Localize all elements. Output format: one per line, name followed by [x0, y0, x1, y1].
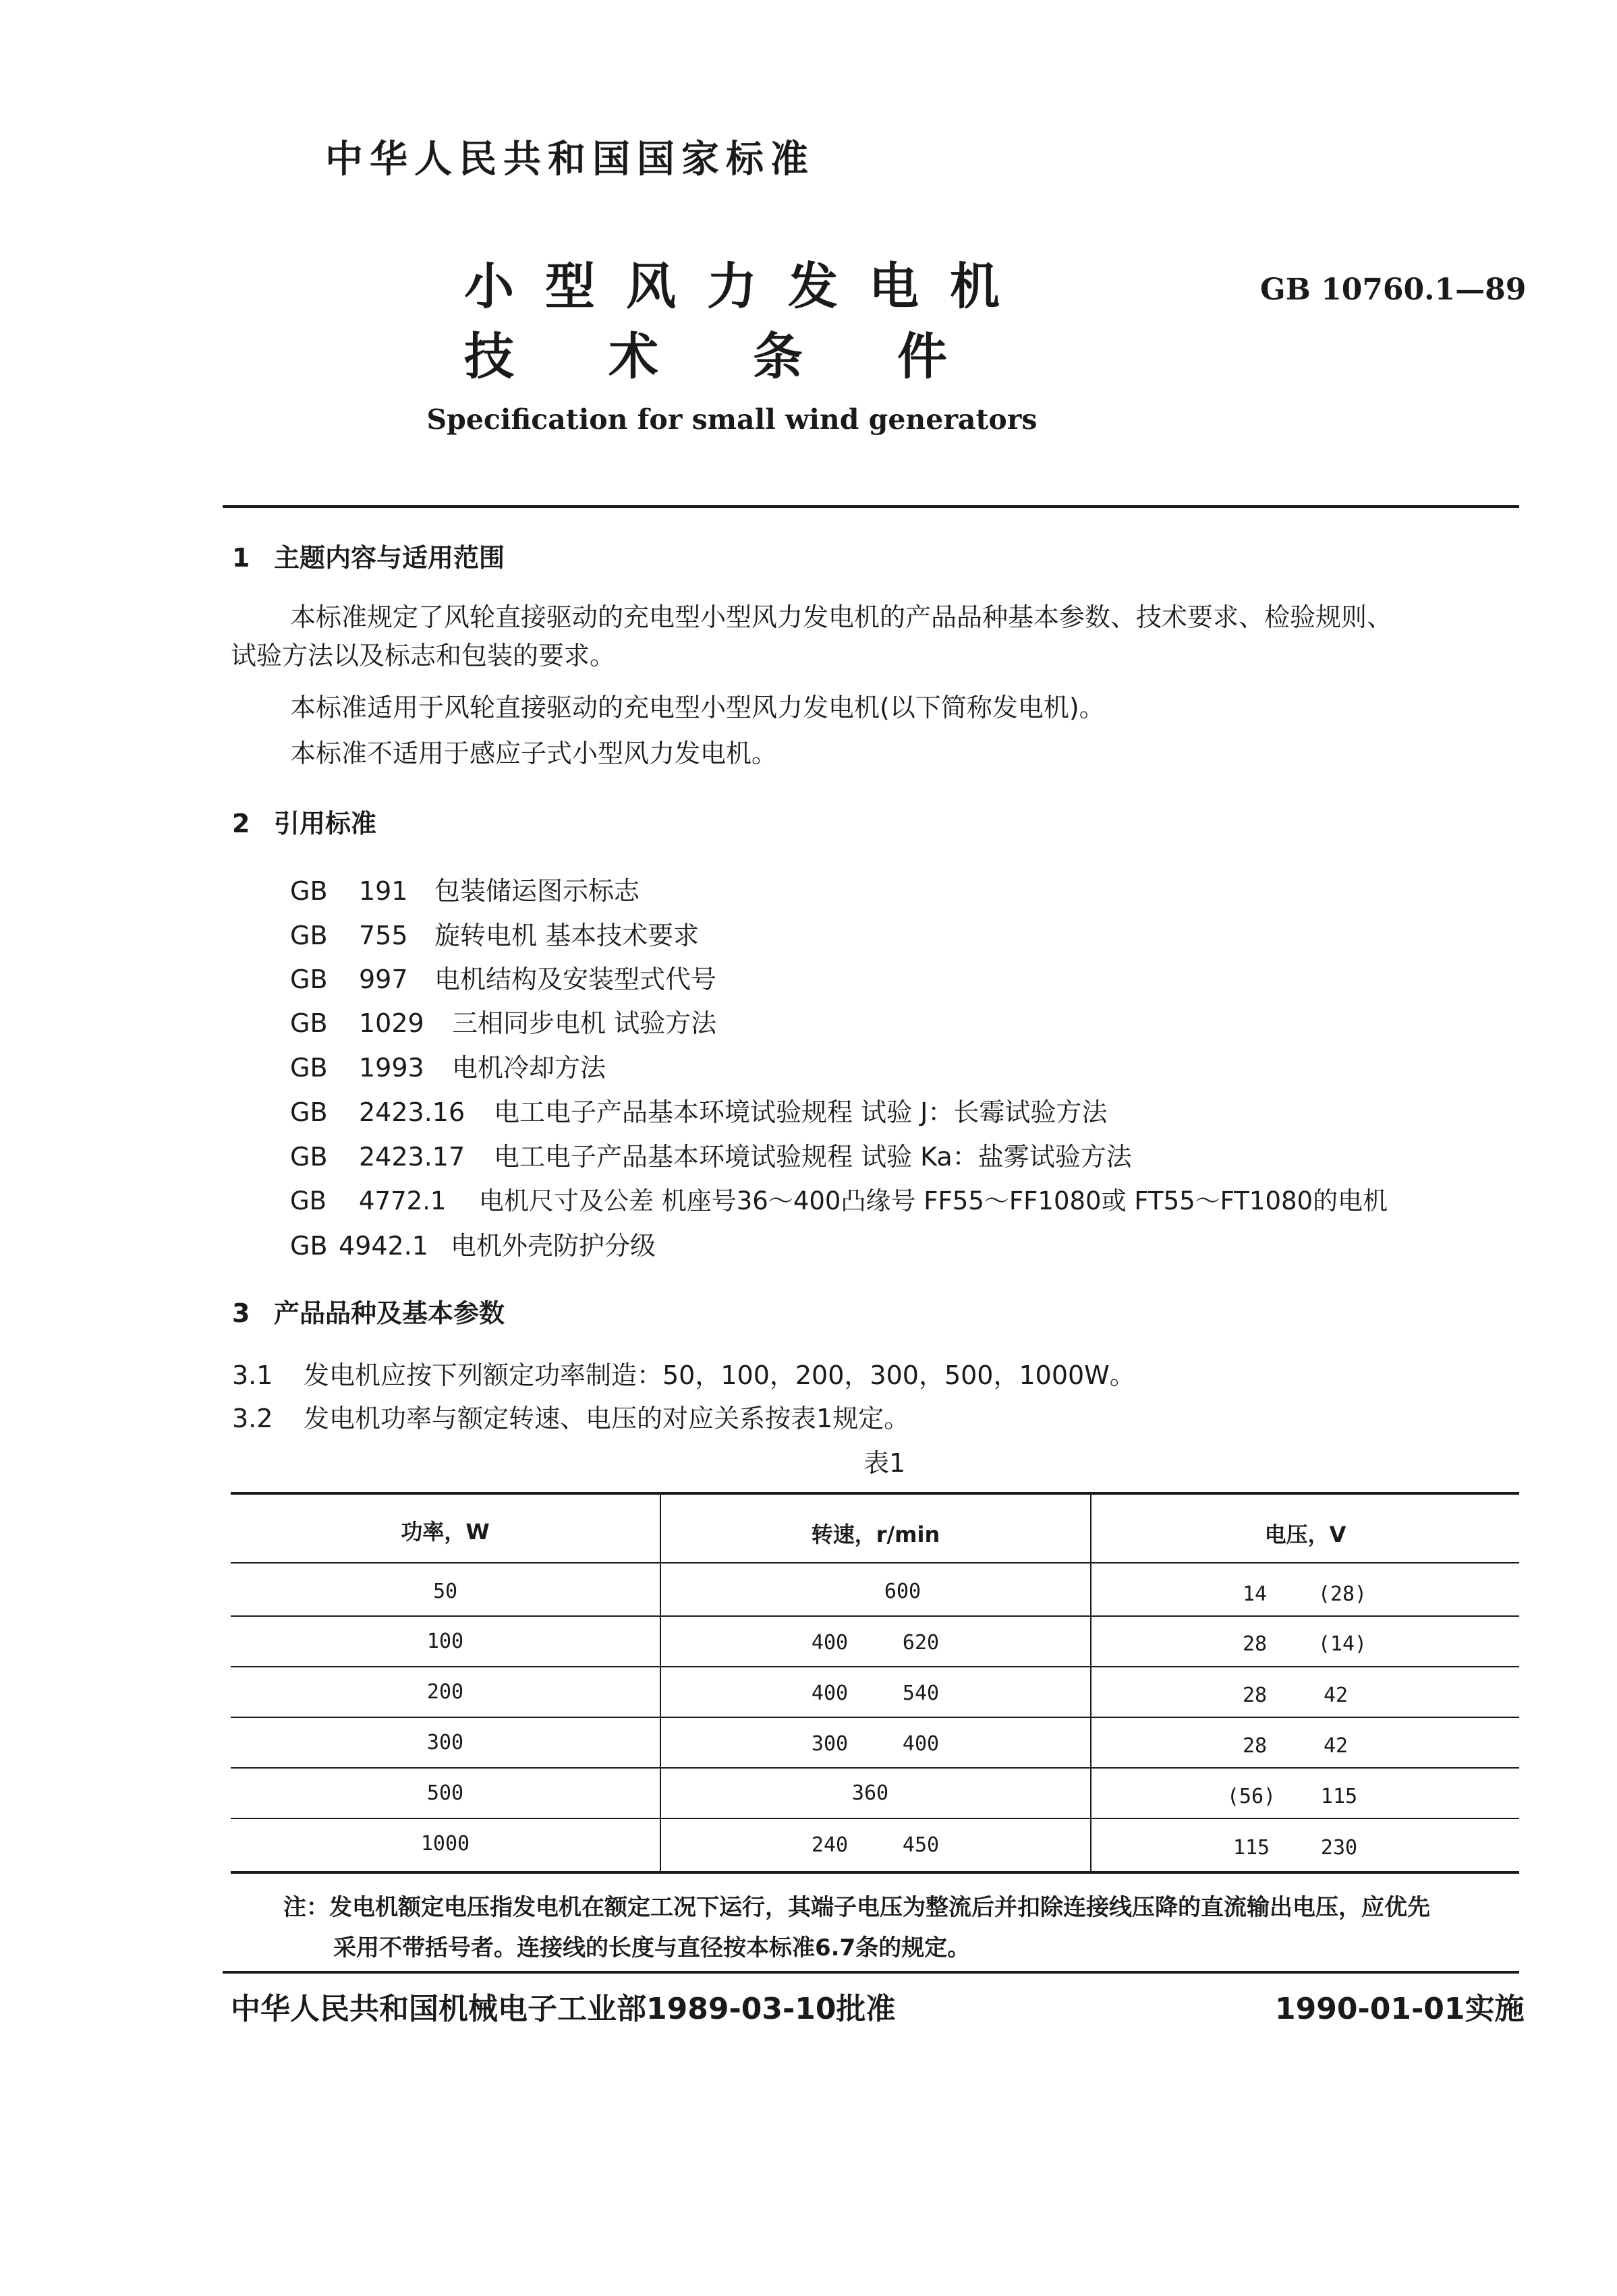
section-1-paragraph-1b: 试验方法以及标志和包装的要求。: [231, 641, 616, 670]
cell-voltage: 115: [1232, 1836, 1270, 1860]
table-header-rule: [231, 1562, 1519, 1563]
section-title: 主题内容与适用范围: [274, 543, 505, 573]
clause-3-1: 3.1 发电机应按下列额定功率制造：50，100，200，300，500，1000W。: [232, 1360, 1135, 1390]
cell-voltage: 14: [1242, 1582, 1268, 1606]
cell-speed: 240: [811, 1833, 849, 1857]
reference-item: GB 755 旋转电机 基本技术要求: [290, 921, 700, 950]
reference-item: GB 2423.16 电工电子产品基本环境试验规程 试验 J：长霉试验方法: [290, 1097, 1108, 1127]
table-top-rule: [231, 1492, 1519, 1495]
section-1-paragraph-2: 本标准适用于风轮直接驱动的充电型小型风力发电机(以下简称发电机)。: [290, 693, 1105, 722]
reference-item: GB 191 包装储运图示标志: [290, 876, 640, 906]
cell-voltage-alt: 42: [1323, 1684, 1349, 1707]
clause-3-2: 3.2 发电机功率与额定转速、电压的对应关系按表1规定。: [232, 1404, 910, 1433]
table-caption: 表1: [863, 1448, 906, 1478]
reference-item: GB 1993 电机冷却方法: [290, 1053, 606, 1083]
section-number: 2: [232, 809, 250, 838]
cell-power: 300: [426, 1731, 464, 1754]
header-divider: [223, 505, 1519, 508]
section-number: 3: [232, 1298, 250, 1328]
cell-speed-alt: 540: [902, 1682, 940, 1705]
english-title: Specification for small wind generators: [426, 403, 1038, 436]
table-header-power: 功率，W: [401, 1519, 490, 1545]
table-note-line-2: 采用不带括号者。连接线的长度与直径按本标准6.7条的规定。: [333, 1934, 971, 1961]
table-row-rule: [231, 1818, 1519, 1819]
cell-voltage-alt: 115: [1320, 1785, 1358, 1808]
document-title-line-2: 技术条件: [464, 328, 1042, 386]
cell-speed: 360: [851, 1781, 889, 1805]
cell-power: 200: [426, 1680, 464, 1704]
cell-speed: 400: [811, 1631, 849, 1655]
cell-power: 500: [426, 1781, 464, 1805]
table-column-rule: [1090, 1493, 1091, 1872]
reference-item: GB 997 电机结构及安装型式代号: [290, 965, 717, 994]
cell-voltage-alt: 230: [1320, 1836, 1358, 1860]
section-2-heading: [232, 803, 376, 840]
cell-voltage-alt: (28): [1317, 1582, 1367, 1606]
section-number: 1: [232, 543, 250, 573]
issuing-body-heading: 中华人民共和国国家标准: [325, 138, 815, 181]
cell-voltage: 28: [1242, 1684, 1268, 1707]
effective-date: 1990-01-01实施: [1275, 1992, 1525, 2026]
table-row-rule: [231, 1666, 1519, 1667]
approval-statement: 中华人民共和国机械电子工业部1989-03-10批准: [231, 1992, 896, 2026]
table-bottom-rule: [231, 1871, 1519, 1874]
cell-speed: 300: [811, 1732, 849, 1756]
cell-power: 100: [426, 1630, 464, 1653]
cell-voltage-alt: (14): [1317, 1632, 1367, 1656]
cell-speed: 600: [884, 1580, 921, 1603]
section-title: 引用标准: [274, 809, 377, 838]
table-row-rule: [231, 1615, 1519, 1617]
cell-voltage: 28: [1242, 1632, 1268, 1656]
cell-voltage: (56): [1226, 1785, 1276, 1808]
reference-item: GB 2423.17 电工电子产品基本环境试验规程 试验 Ka：盐雾试验方法: [290, 1142, 1132, 1172]
section-1-paragraph-3: 本标准不适用于感应子式小型风力发电机。: [290, 739, 778, 768]
table-note-line-1: 注：发电机额定电压指发电机在额定工况下运行，其端子电压为整流后并扣除连接线压降的直流输出电压，应优先: [283, 1894, 1430, 1921]
section-title: 产品品种及基本参数: [274, 1298, 505, 1328]
table-row-rule: [231, 1767, 1519, 1769]
cell-power: 50: [432, 1580, 458, 1603]
footer-divider: [223, 1971, 1519, 1974]
reference-item: GB 4772.1 电机尺寸及公差 机座号36～400凸缘号 FF55～FF1080或 FT55～FT1080的电机: [290, 1186, 1388, 1215]
reference-item: GB 1029 三相同步电机 试验方法: [290, 1008, 717, 1038]
section-1-heading: [232, 537, 505, 574]
document-title-line-1: 小型风力发电机: [464, 258, 1031, 316]
cell-speed-alt: 620: [902, 1631, 940, 1655]
cell-power: 1000: [420, 1832, 470, 1856]
table-column-rule: [660, 1493, 661, 1872]
cell-voltage-alt: 42: [1323, 1734, 1349, 1758]
cell-speed-alt: 450: [902, 1833, 940, 1857]
table-header-speed: 转速，r/min: [811, 1522, 940, 1547]
table-header-voltage: 电压，V: [1264, 1522, 1346, 1547]
table-row-rule: [231, 1717, 1519, 1718]
cell-speed: 400: [811, 1682, 849, 1705]
section-3-heading: [232, 1292, 505, 1329]
cell-voltage: 28: [1242, 1734, 1268, 1758]
section-1-paragraph-1a: 本标准规定了风轮直接驱动的充电型小型风力发电机的产品品种基本参数、技术要求、检验规则、: [290, 602, 1393, 632]
standard-number: GB 10760.1—89: [1260, 272, 1527, 307]
cell-speed-alt: 400: [902, 1732, 940, 1756]
reference-item: GB 4942.1 电机外壳防护分级: [290, 1231, 656, 1261]
